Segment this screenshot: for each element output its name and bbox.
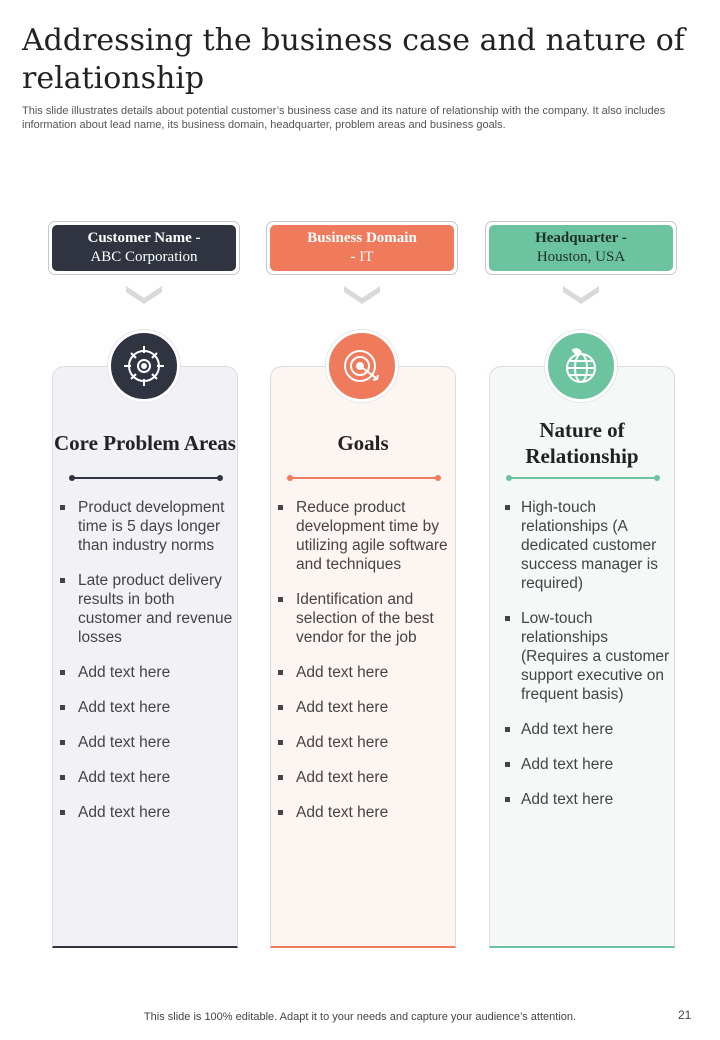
list-item: Add text here <box>58 733 234 752</box>
list-item: Add text here <box>495 790 671 809</box>
header-label: Business Domain <box>307 230 417 246</box>
page-subtitle: This slide illustrates details about potential customer’s business case and its nature of relationship with the company. It also includes information about lead name, its business domain, headquarter, problem areas and business goals. <box>22 105 666 131</box>
header-label: Headquarter - <box>535 230 627 246</box>
bullet-list <box>58 498 234 838</box>
header-label: Customer Name - <box>87 230 201 246</box>
panel-divider <box>509 477 657 479</box>
target-arrow-icon <box>326 330 398 402</box>
list-item: Add text here <box>495 755 671 774</box>
list-item: Add text here <box>58 698 234 717</box>
chevron-down-icon <box>344 282 380 306</box>
globe-leaf-icon <box>545 330 617 402</box>
panel-title: Goals <box>337 431 389 455</box>
gear-target-icon <box>108 330 180 402</box>
footer-note: This slide is 100% editable. Adapt it to your needs and capture your audience’s attention. <box>143 1011 577 1023</box>
bullet-list <box>276 498 452 838</box>
list-item: Late product delivery results in both customer and revenue losses <box>58 571 234 647</box>
list-item: Add text here <box>58 663 234 682</box>
header-business-domain <box>266 221 458 275</box>
header-value: ABC Corporation <box>90 249 198 265</box>
list-item: High-touch relationships (A dedicated customer success manager is required) <box>495 498 671 593</box>
chevron-down-icon <box>126 282 162 306</box>
panel-title: Core Problem Areas <box>54 431 236 455</box>
page-title: Addressing the business case and nature of relationship <box>22 23 685 96</box>
chevron-down-icon <box>563 282 599 306</box>
page-number: 21 <box>678 1008 692 1022</box>
list-item: Reduce product development time by utilizing agile software and techniques <box>276 498 452 574</box>
list-item: Product development time is 5 days longer than industry norms <box>58 498 234 555</box>
list-item: Identification and selection of the best vendor for the job <box>276 590 452 647</box>
list-item: Add text here <box>495 720 671 739</box>
list-item: Add text here <box>276 803 452 822</box>
bullet-list <box>495 498 671 825</box>
header-customer-name <box>48 221 240 275</box>
list-item: Add text here <box>276 733 452 752</box>
list-item: Add text here <box>58 803 234 822</box>
list-item: Low-touch relationships (Requires a customer support executive on frequent basis) <box>495 609 671 704</box>
header-value: Houston, USA <box>536 249 626 265</box>
list-item: Add text here <box>276 698 452 717</box>
list-item: Add text here <box>58 768 234 787</box>
list-item: Add text here <box>276 768 452 787</box>
panel-divider <box>72 477 220 479</box>
header-value: - IT <box>350 249 374 265</box>
header-headquarter <box>485 221 677 275</box>
list-item: Add text here <box>276 663 452 682</box>
panel-divider <box>290 477 438 479</box>
panel-title: Nature of Relationship <box>525 418 639 468</box>
